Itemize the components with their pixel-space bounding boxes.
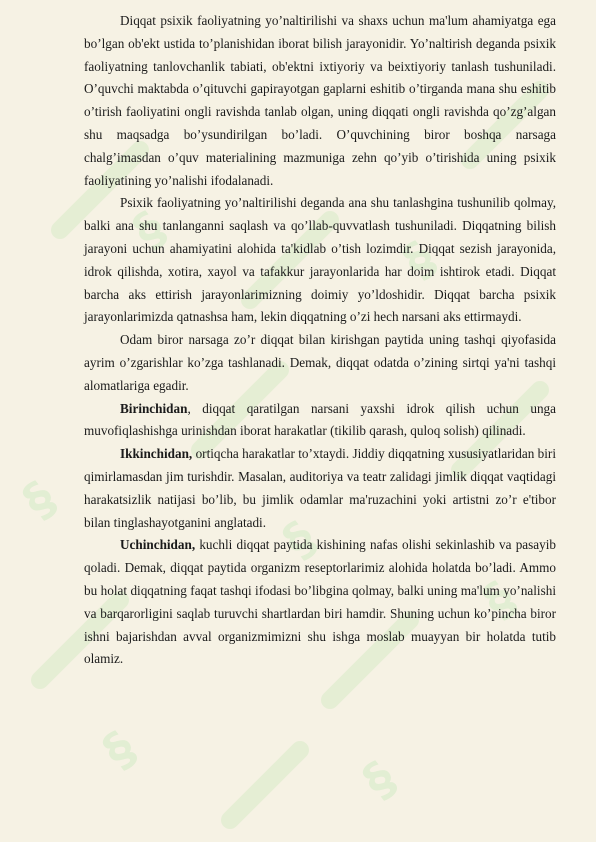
paragraph-text: Psixik faoliyatning yo’naltirilishi deganda ana shu tanlashgina tushunilib qolmay, balki ana shu tanlanganni saqlash va qo’llab-quvvatlash tushuniladi. Diqqatning bilish jarayoni uchun ahamiyatini alohida ta'kidlab o’tish lozimdir. Diqqat sezish jarayonida, idrok qilishda, xotira, xayol va tafakkur jarayonlarida har doim ishtirok etadi. Diqqat barcha aks ettirish jarayonlarimizning doimiy yo’ldoshidir. Diqqat barcha psixik jarayonlarimizda qatnashsa ham, lekin diqqatning o’zi hech narsani aks ettirmaydi. bbox=[84, 195, 556, 325]
svg-text:§: § bbox=[472, 570, 527, 630]
svg-text:§: § bbox=[122, 200, 177, 260]
paragraph bbox=[84, 443, 556, 534]
paragraph bbox=[84, 398, 556, 444]
svg-text:§: § bbox=[272, 510, 327, 570]
paragraph bbox=[84, 534, 556, 671]
paragraph-lead: Ikkinchidan, bbox=[120, 446, 193, 462]
paragraph-text: Diqqat psixik faoliyatning yo’naltirilishi va shaxs uchun ma'lum ahamiyatga ega bo’lgan ob'ekt ustida to’planishidan iborat bilish jarayonidir. Yo’naltirish deganda psixik faoliyatning tanlovchanlik tabiati, ob'ektni ixtiyoriy va beixtiyoriy tanlash tushuniladi. O’quvchi maktabda o’qituvchi gapirayotgan gaplarni eshitib o’tirganda mana shu eshitib o’tirish faoliyatini ongli ravishda tanlab olgan, uning diqqati ongli ravishda qo’zg’algan shu maqsadga bo’ysundirilgan bo’ladi. O’quvchining biror boshqa narsaga chalg’imasdan o’quv materialining mazmuniga zehn qo’yib o’tirishida uning psixik faoliyatining yo’nalishi ifodalanadi. bbox=[84, 13, 556, 188]
document-body bbox=[84, 10, 556, 671]
paragraph-lead: Birinchidan bbox=[120, 400, 188, 416]
paragraph-text: , diqqat qaratilgan narsani yaxshi idrok qilish uchun unga muvofiqlashishga urinishdan iborat harakatlar (tikilib qarash, quloq solish) qilinadi. bbox=[84, 400, 556, 439]
paragraph bbox=[84, 10, 556, 192]
paragraph-lead: Uchinchidan, bbox=[120, 537, 196, 553]
svg-text:§: § bbox=[392, 230, 447, 290]
paragraph bbox=[84, 192, 556, 329]
paragraph-text: kuchli diqqat paytida kishining nafas olishi sekinlashib va pasayib qoladi. Demak, diqqat paytida organizm reseptorlarimiz alohida holatda bo’ladi. Ammo bu holat diqqatning faqat tashqi ifodasi bo’libgina qolmay, balki uning ma'lum yo’nalishi va barqarorligini saqlab turuvchi shartlardan biri hamdir. Shuning uchun ko’pincha biror ishni bajarishdan avval organizmimizni shu ishga moslab muayyan bir holatda tutib olamiz. bbox=[84, 537, 556, 667]
svg-text:§: § bbox=[352, 750, 407, 810]
paragraph-text: ortiqcha harakatlar to’xtaydi. Jiddiy diqqatning xususiyatlaridan biri qimirlamasdan jim turishdir. Masalan, auditoriya va teatr zalidagi jimlik diqqat vaqtidagi harakatsizlik natijasi bo’lib, bu jimlik odamlar ma'ruzachini yoki artistni zo’r e'tibor bilan tinglashayotganini anglatadi. bbox=[84, 446, 556, 530]
svg-text:§: § bbox=[12, 470, 67, 530]
paragraph bbox=[84, 329, 556, 397]
paragraph-text: Odam biror narsaga zo’r diqqat bilan kirishgan paytida uning tashqi qiyofasida ayrim o’zgarishlar ko’zga tashlanadi. Demak, diqqat odatda o’zining sirtqi ya'ni tashqi alomatlariga egadir. bbox=[84, 332, 556, 393]
svg-text:§: § bbox=[92, 720, 147, 780]
